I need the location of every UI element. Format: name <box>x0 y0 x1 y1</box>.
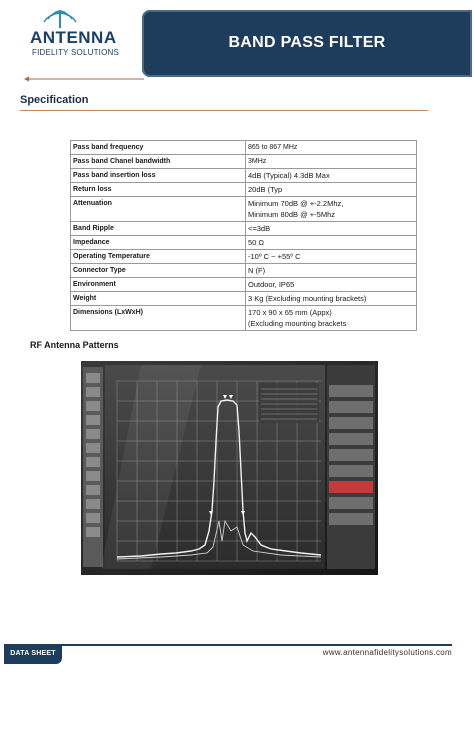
spec-value-line: Minimum 70dB @ +-2.2Mhz, <box>248 199 344 208</box>
logo-subtitle: FIDELITY SOLUTIONS <box>32 48 120 57</box>
spec-label: Return loss <box>71 183 246 197</box>
spec-value: 4dB (Typical) 4.3dB Max <box>246 169 417 183</box>
table-row <box>71 278 417 292</box>
spec-label: Pass band Chanel bandwidth <box>71 155 246 169</box>
spec-value: 3MHz <box>246 155 417 169</box>
specification-table <box>70 140 417 331</box>
spec-value: -10º C ~ +55º C <box>246 250 417 264</box>
spec-label: Operating Temperature <box>71 250 246 264</box>
table-row <box>71 155 417 169</box>
table-row <box>71 141 417 155</box>
table-row <box>71 264 417 278</box>
spec-label: Environment <box>71 278 246 292</box>
spec-label: Attenuation <box>71 197 246 222</box>
spec-value-line: 170 x 90 x 65 mm (Appx) <box>248 308 332 317</box>
table-row <box>71 183 417 197</box>
footer-badge <box>4 644 62 664</box>
spec-value-line: (Excluding mounting brackets <box>248 319 347 328</box>
table-row <box>71 250 417 264</box>
document-title: BAND PASS FILTER <box>228 34 386 51</box>
table-row <box>71 169 417 183</box>
patterns-heading: RF Antenna Patterns <box>30 340 119 350</box>
footer-rule <box>4 644 452 646</box>
analyzer-screen-image <box>81 361 378 575</box>
spec-label: Weight <box>71 292 246 306</box>
spec-value: <=3dB <box>246 222 417 236</box>
spec-label: Pass band insertion loss <box>71 169 246 183</box>
spec-value: Outdoor, IP65 <box>246 278 417 292</box>
spec-value: 865 to 867 MHz <box>246 141 417 155</box>
section-title: Specification <box>20 94 89 106</box>
spec-value: 50 Ω <box>246 236 417 250</box>
spec-label: Pass band frequency <box>71 141 246 155</box>
table-row <box>71 236 417 250</box>
table-row <box>71 222 417 236</box>
spec-label: Connector Type <box>71 264 246 278</box>
table-row <box>71 197 417 222</box>
spec-value-line: Minimum 80dB @ +-5Mhz <box>248 210 336 219</box>
network-analyzer-photo <box>81 361 378 575</box>
section-divider <box>20 110 428 111</box>
spec-label: Impedance <box>71 236 246 250</box>
antenna-tower-icon <box>42 8 78 30</box>
spec-value: 3 Kg (Excluding mounting brackets) <box>246 292 417 306</box>
spec-value: N (F) <box>246 264 417 278</box>
footer-badge-label: DATA SHEET <box>10 650 56 657</box>
footer-website-link[interactable]: www.antennafidelitysolutions.com <box>322 648 452 657</box>
spec-value-multiline <box>246 306 417 331</box>
spec-value: 20dB (Typ <box>246 183 417 197</box>
company-logo <box>30 8 142 60</box>
table-row <box>71 306 417 331</box>
spec-label: Band Ripple <box>71 222 246 236</box>
spec-label: Dimensions (LxWxH) <box>71 306 246 331</box>
document-title-banner <box>142 10 472 77</box>
spec-value-multiline <box>246 197 417 222</box>
table-row <box>71 292 417 306</box>
logo-word: ANTENNA <box>30 28 117 47</box>
arrow-divider <box>24 76 144 82</box>
